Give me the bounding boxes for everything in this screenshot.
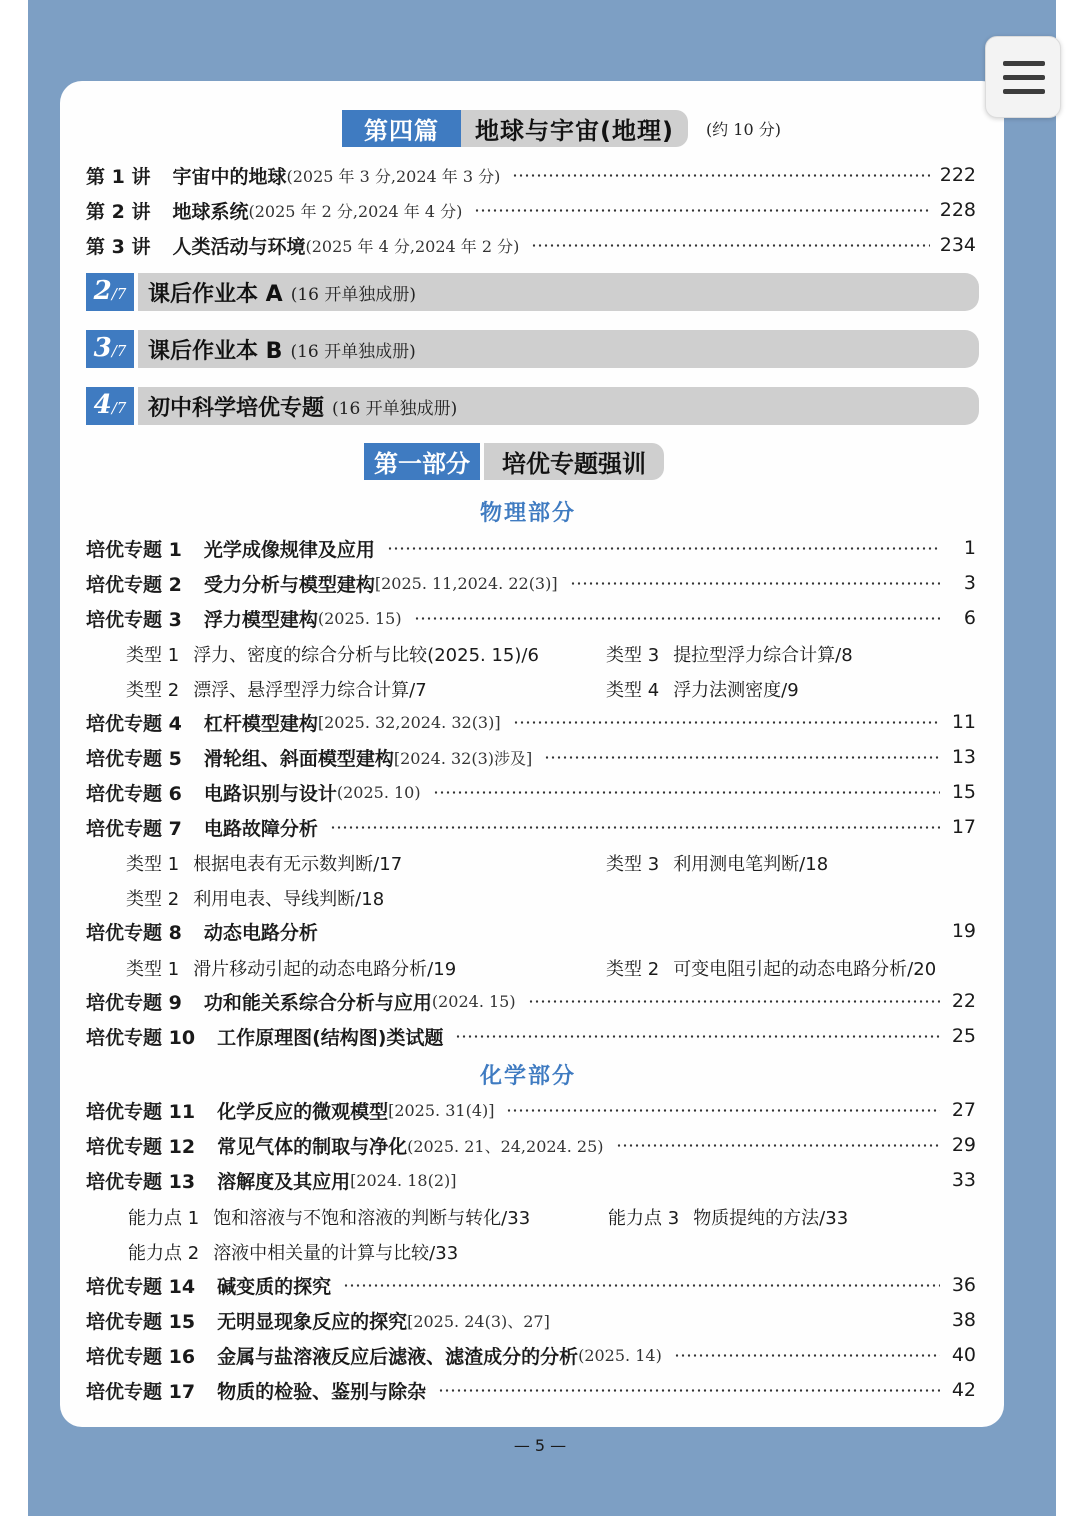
subtopic-label: 类型 1 bbox=[126, 854, 180, 875]
row-label: 培优专题 4 bbox=[86, 712, 182, 735]
leader-dots bbox=[330, 826, 940, 829]
booklet-bar[interactable] bbox=[86, 387, 979, 425]
row-label: 培优专题 9 bbox=[86, 991, 182, 1014]
row-title: 滑轮组、斜面模型建构 bbox=[203, 747, 394, 770]
toc-row[interactable] bbox=[86, 603, 976, 633]
subtopic-item[interactable] bbox=[606, 641, 853, 667]
toc-row[interactable] bbox=[86, 1095, 976, 1125]
booklet-bar[interactable] bbox=[86, 273, 979, 311]
row-page: 40 bbox=[951, 1344, 976, 1366]
booklet-title: 课后作业本 A bbox=[148, 281, 283, 307]
row-page: 38 bbox=[951, 1309, 976, 1331]
row-label: 培优专题 13 bbox=[86, 1170, 196, 1193]
row-note: [2025. 11,2024. 22(3)] bbox=[374, 573, 558, 593]
leader-dots bbox=[330, 930, 940, 933]
subtopic-item[interactable] bbox=[126, 641, 539, 667]
row-note: [2024. 32(3)涉及] bbox=[393, 748, 533, 768]
chemistry-heading: 化学部分 bbox=[480, 1063, 577, 1089]
leader-dots bbox=[468, 1179, 940, 1182]
toc-row[interactable] bbox=[86, 742, 976, 772]
row-title: 金属与盐溶液反应后滤液、滤渣成分的分析 bbox=[217, 1345, 579, 1368]
row-note: [2025. 24(3)、27] bbox=[407, 1311, 550, 1331]
subtopic-label: 类型 4 bbox=[606, 680, 660, 701]
row-label: 培优专题 17 bbox=[86, 1380, 196, 1403]
subtopic-item[interactable] bbox=[128, 1204, 530, 1230]
subtopic-label: 类型 3 bbox=[606, 645, 660, 666]
row-title: 电路故障分析 bbox=[203, 817, 318, 840]
subtopic-label: 类型 2 bbox=[126, 889, 180, 910]
row-title: 电路识别与设计 bbox=[203, 782, 337, 805]
row-title: 常见气体的制取与净化 bbox=[217, 1135, 408, 1158]
booklet-title: 初中科学培优专题 bbox=[148, 395, 325, 421]
row-label: 培优专题 1 bbox=[86, 538, 182, 561]
booklet-bar[interactable] bbox=[86, 330, 979, 368]
subtopic-label: 类型 2 bbox=[126, 680, 180, 701]
leader-dots bbox=[414, 617, 940, 620]
subtopic-label: 类型 3 bbox=[606, 854, 660, 875]
subtopic-label: 类型 1 bbox=[126, 645, 180, 666]
toc-row[interactable] bbox=[86, 777, 976, 807]
toc-row[interactable] bbox=[86, 195, 976, 225]
row-note: [2024. 18(2)] bbox=[350, 1170, 457, 1190]
leader-dots bbox=[562, 1319, 940, 1322]
subtopic-item[interactable] bbox=[606, 955, 936, 981]
row-title: 化学反应的微观模型 bbox=[217, 1100, 389, 1123]
row-label: 培优专题 3 bbox=[86, 608, 182, 631]
row-page: 6 bbox=[963, 607, 976, 629]
row-label: 培优专题 16 bbox=[86, 1345, 196, 1368]
subtopic-item[interactable] bbox=[126, 885, 384, 911]
row-note: (2025 年 3 分,2024 年 3 分) bbox=[286, 166, 501, 186]
row-page: 228 bbox=[939, 199, 976, 221]
row-page: 19 bbox=[951, 920, 976, 942]
part4-note: (约 10 分) bbox=[705, 120, 781, 139]
leader-dots bbox=[474, 209, 929, 212]
row-title: 杠杆模型建构 bbox=[203, 712, 318, 735]
leader-dots bbox=[616, 1144, 940, 1147]
booklet-number: 3 /7 bbox=[86, 330, 134, 368]
row-label: 培优专题 10 bbox=[86, 1026, 196, 1049]
toc-row[interactable] bbox=[86, 1305, 976, 1335]
subtopic-label: 能力点 2 bbox=[128, 1243, 200, 1264]
row-note: (2025 年 4 分,2024 年 2 分) bbox=[305, 236, 520, 256]
toc-row[interactable] bbox=[86, 1340, 976, 1370]
row-page: 15 bbox=[951, 781, 976, 803]
row-note: (2025. 10) bbox=[336, 782, 421, 802]
row-page: 234 bbox=[939, 234, 976, 256]
row-label: 培优专题 7 bbox=[86, 817, 182, 840]
row-label: 培优专题 2 bbox=[86, 573, 182, 596]
subtopic-text: 利用电表、导线判断/18 bbox=[193, 889, 385, 910]
row-title: 功和能关系综合分析与应用 bbox=[203, 991, 432, 1014]
part4-header bbox=[342, 110, 781, 147]
leader-dots bbox=[570, 582, 940, 585]
row-label: 培优专题 6 bbox=[86, 782, 182, 805]
row-note: (2025. 14) bbox=[578, 1345, 662, 1365]
row-note: (2024. 15) bbox=[431, 991, 516, 1011]
row-label: 培优专题 8 bbox=[86, 921, 182, 944]
row-note: (2025. 21、24,2024. 25) bbox=[407, 1136, 604, 1156]
leader-dots bbox=[433, 791, 940, 794]
toc-row[interactable] bbox=[86, 230, 976, 260]
subtopic-text: 利用测电笔判断/18 bbox=[673, 854, 829, 875]
subtopic-text: 饱和溶液与不饱和溶液的判断与转化/33 bbox=[213, 1208, 531, 1229]
subtopic-text: 滑片移动引起的动态电路分析/19 bbox=[193, 959, 457, 980]
page-number: — 5 — bbox=[513, 1436, 567, 1455]
booklet-note: (16 开单独成册) bbox=[290, 341, 416, 362]
leader-dots bbox=[528, 1000, 940, 1003]
row-page: 33 bbox=[951, 1169, 976, 1191]
part4-title: 地球与宇宙(地理) bbox=[461, 110, 688, 147]
subtopic-label: 类型 2 bbox=[606, 959, 660, 980]
booklet-note: (16 开单独成册) bbox=[332, 398, 458, 419]
subtopic-item[interactable] bbox=[606, 676, 799, 702]
row-page: 42 bbox=[951, 1379, 976, 1401]
row-title: 动态电路分析 bbox=[203, 921, 318, 944]
toc-row[interactable] bbox=[86, 533, 976, 563]
row-title: 无明显现象反应的探究 bbox=[217, 1310, 408, 1333]
subtopic-item[interactable] bbox=[126, 955, 456, 981]
row-label: 培优专题 11 bbox=[86, 1100, 196, 1123]
subtopic-item[interactable] bbox=[126, 676, 427, 702]
subtopic-item[interactable] bbox=[608, 1204, 848, 1230]
row-title: 宇宙中的地球 bbox=[172, 165, 287, 188]
part4-badge: 第四篇 bbox=[342, 110, 461, 147]
subtopic-label: 类型 1 bbox=[126, 959, 180, 980]
row-note: [2025. 31(4)] bbox=[388, 1100, 495, 1120]
row-page: 27 bbox=[951, 1099, 976, 1121]
row-page: 36 bbox=[951, 1274, 976, 1296]
subtopic-item[interactable] bbox=[606, 850, 828, 876]
toc-row[interactable] bbox=[86, 1165, 976, 1195]
subtopic-text: 溶液中相关量的计算与比较/33 bbox=[213, 1243, 459, 1264]
subtopic-text: 漂浮、悬浮型浮力综合计算/7 bbox=[193, 680, 427, 701]
booklet-title: 课后作业本 B bbox=[148, 338, 283, 364]
subtopic-text: 浮力法测密度/9 bbox=[673, 680, 799, 701]
leader-dots bbox=[343, 1284, 940, 1287]
row-label: 培优专题 12 bbox=[86, 1135, 196, 1158]
leader-dots bbox=[506, 1109, 940, 1112]
toc-row[interactable] bbox=[86, 160, 976, 190]
toc-row[interactable] bbox=[86, 707, 976, 737]
toc-row[interactable] bbox=[86, 1021, 976, 1051]
leader-dots bbox=[512, 174, 929, 177]
row-page: 25 bbox=[951, 1025, 976, 1047]
row-page: 17 bbox=[951, 816, 976, 838]
toc-row[interactable] bbox=[86, 812, 976, 842]
row-page: 3 bbox=[963, 572, 976, 594]
row-label: 培优专题 5 bbox=[86, 747, 182, 770]
row-page: 22 bbox=[951, 990, 976, 1012]
leader-dots bbox=[674, 1354, 940, 1357]
leader-dots bbox=[531, 244, 929, 247]
row-label: 培优专题 14 bbox=[86, 1275, 196, 1298]
subtopic-text: 根据电表有无示数判断/17 bbox=[193, 854, 403, 875]
section1-header bbox=[364, 443, 664, 480]
section1-title: 培优专题强训 bbox=[484, 443, 664, 480]
row-title: 物质的检验、鉴别与除杂 bbox=[217, 1380, 427, 1403]
subtopic-text: 提拉型浮力综合计算/8 bbox=[673, 645, 853, 666]
row-label: 第 2 讲 bbox=[86, 200, 151, 223]
menu-icon[interactable] bbox=[985, 36, 1061, 118]
row-title: 受力分析与模型建构 bbox=[203, 573, 375, 596]
subtopic-item[interactable] bbox=[126, 850, 402, 876]
row-label: 第 1 讲 bbox=[86, 165, 151, 188]
row-title: 工作原理图(结构图)类试题 bbox=[217, 1026, 444, 1049]
subtopic-label: 能力点 1 bbox=[128, 1208, 200, 1229]
row-label: 第 3 讲 bbox=[86, 235, 151, 258]
toc-row[interactable] bbox=[86, 986, 976, 1016]
physics-heading: 物理部分 bbox=[480, 500, 577, 526]
toc-row[interactable] bbox=[86, 1130, 976, 1160]
row-title: 溶解度及其应用 bbox=[217, 1170, 351, 1193]
toc-row[interactable] bbox=[86, 1375, 976, 1405]
row-page: 222 bbox=[939, 164, 976, 186]
row-title: 人类活动与环境 bbox=[172, 235, 306, 258]
row-title: 浮力模型建构 bbox=[203, 608, 318, 631]
toc-row[interactable] bbox=[86, 1270, 976, 1300]
row-note: (2025 年 2 分,2024 年 4 分) bbox=[248, 201, 463, 221]
subtopic-text: 物质提纯的方法/33 bbox=[693, 1208, 849, 1229]
leader-dots bbox=[438, 1389, 940, 1392]
subtopic-text: 浮力、密度的综合分析与比较(2025. 15)/6 bbox=[193, 645, 539, 666]
row-title: 光学成像规律及应用 bbox=[203, 538, 375, 561]
row-note: (2025. 15) bbox=[317, 608, 402, 628]
row-page: 13 bbox=[951, 746, 976, 768]
booklet-number: 2 /7 bbox=[86, 273, 134, 311]
toc-row[interactable] bbox=[86, 916, 976, 946]
row-title: 地球系统 bbox=[172, 200, 249, 223]
row-title: 碱变质的探究 bbox=[217, 1275, 332, 1298]
row-note: [2025. 32,2024. 32(3)] bbox=[317, 712, 501, 732]
booklet-note: (16 开单独成册) bbox=[290, 284, 416, 305]
subtopic-label: 能力点 3 bbox=[608, 1208, 680, 1229]
row-page: 29 bbox=[951, 1134, 976, 1156]
toc-row[interactable] bbox=[86, 568, 976, 598]
booklet-number: 4 /7 bbox=[86, 387, 134, 425]
row-label: 培优专题 15 bbox=[86, 1310, 196, 1333]
row-page: 1 bbox=[963, 537, 976, 559]
subtopic-text: 可变电阻引起的动态电路分析/20 bbox=[673, 959, 937, 980]
leader-dots bbox=[455, 1035, 940, 1038]
leader-dots bbox=[387, 547, 940, 550]
row-page: 11 bbox=[951, 711, 976, 733]
leader-dots bbox=[544, 756, 940, 759]
subtopic-item[interactable] bbox=[128, 1239, 458, 1265]
section1-badge: 第一部分 bbox=[364, 443, 480, 480]
leader-dots bbox=[513, 721, 940, 724]
